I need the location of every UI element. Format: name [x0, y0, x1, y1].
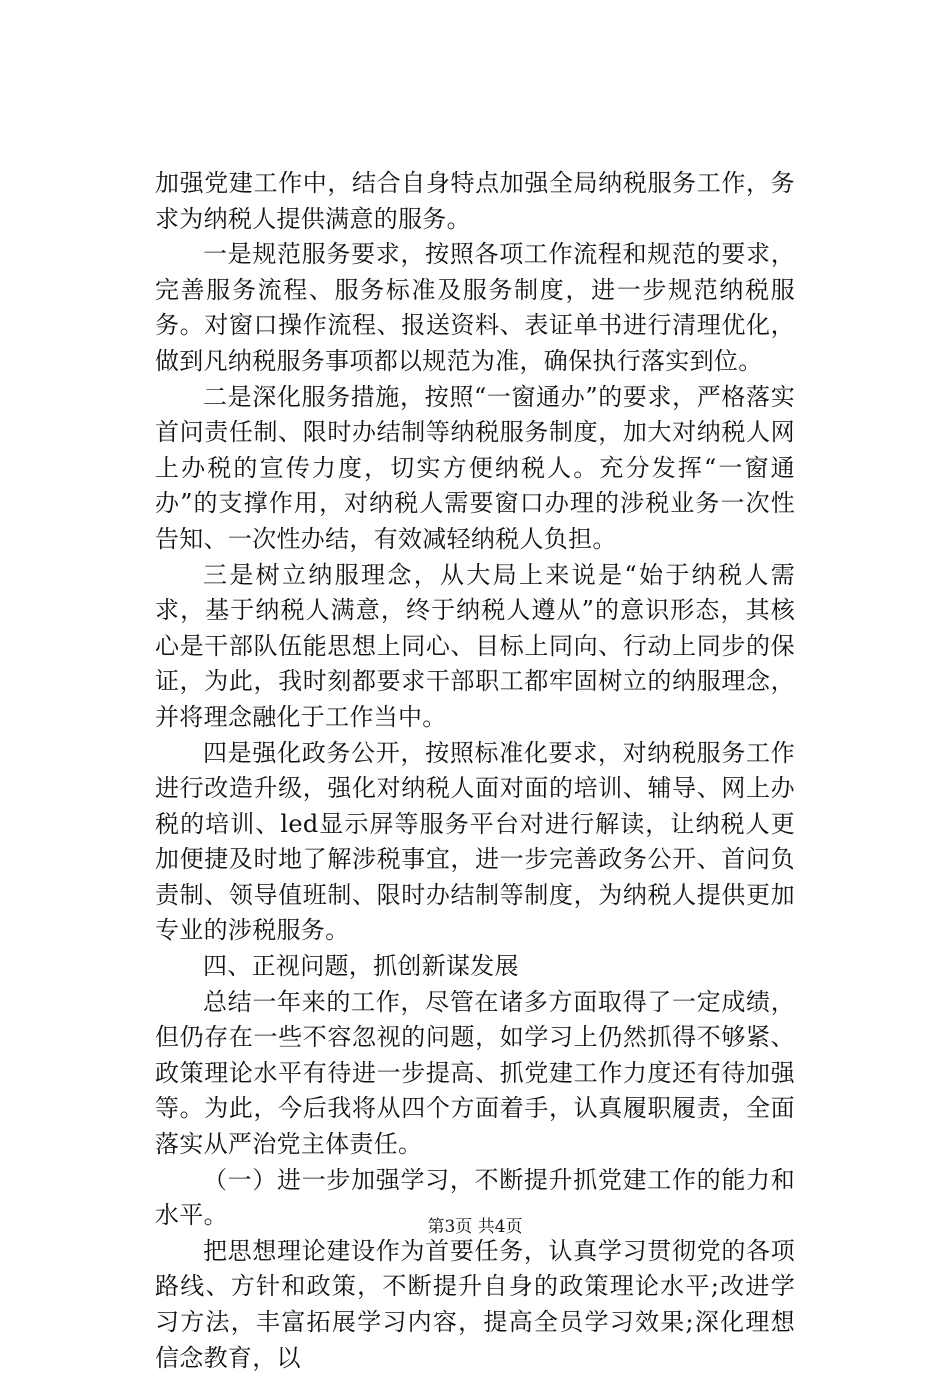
paragraph-5: 四是强化政务公开，按照标准化要求，对纳税服务工作进行改造升级，强化对纳税人面对面的培训、辅导、网上办税的培训、led显示屏等服务平台对进行解读，让纳税人更加便捷及时地了解涉税事宜，进一步完善政务公开、首问负责制、领导值班制、限时办结制等制度，为纳税人提供更加专业的涉税服务。 [155, 738, 795, 945]
document-body [155, 166, 795, 1376]
paragraph-3: 二是深化服务措施，按照“一窗通办”的要求，严格落实首问责任制、限时办结制等纳税服务制度，加大对纳税人网上办税的宣传力度，切实方便纳税人。充分发挥“一窗通办”的支撑作用，对纳税人需要窗口办理的涉税业务一次性告知、一次性办结，有效减轻纳税人负担。 [155, 382, 795, 553]
paragraph-6: 总结一年来的工作，尽管在诸多方面取得了一定成绩，但仍存在一些不容忽视的问题，如学习上仍然抓得不够紧、政策理论水平有待进一步提高、抓党建工作力度还有待加强等。为此，今后我将从四个方面着手，认真履职履责，全面落实从严治党主体责任。 [155, 987, 795, 1159]
paragraph-1: 加强党建工作中，结合自身特点加强全局纳税服务工作，务求为纳税人提供满意的服务。 [155, 169, 795, 233]
paragraph-2: 一是规范服务要求，按照各项工作流程和规范的要求，完善服务流程、服务标准及服务制度，进一步规范纳税服务。对窗口操作流程、报送资料、表证单书进行清理优化，做到凡纳税服务事项都以规范为准，确保执行落实到位。 [155, 240, 795, 375]
subsection-heading: （一）进一步加强学习，不断提升抓党建工作的能力和水平。 [155, 1165, 795, 1230]
section-heading: 四、正视问题，抓创新谋发展 [203, 952, 519, 981]
paragraph-7: 把思想理论建设作为首要任务，认真学习贯彻党的各项路线、方针和政策，不断提升自身的政策理论水平;改进学习方法，丰富拓展学习内容，提高全员学习效果;深化理想信念教育，以 [155, 1236, 795, 1372]
paragraph-4: 三是树立纳服理念，从大局上来说是“始于纳税人需求，基于纳税人满意，终于纳税人遵从”的意识形态，其核心是干部队伍能思想上同心、目标上同向、行动上同步的保证，为此，我时刻都要求干部职工都牢固树立的纳服理念，并将理念融化于工作当中。 [155, 560, 795, 731]
page-number-footer: 第3页 共4页 [427, 1217, 523, 1237]
